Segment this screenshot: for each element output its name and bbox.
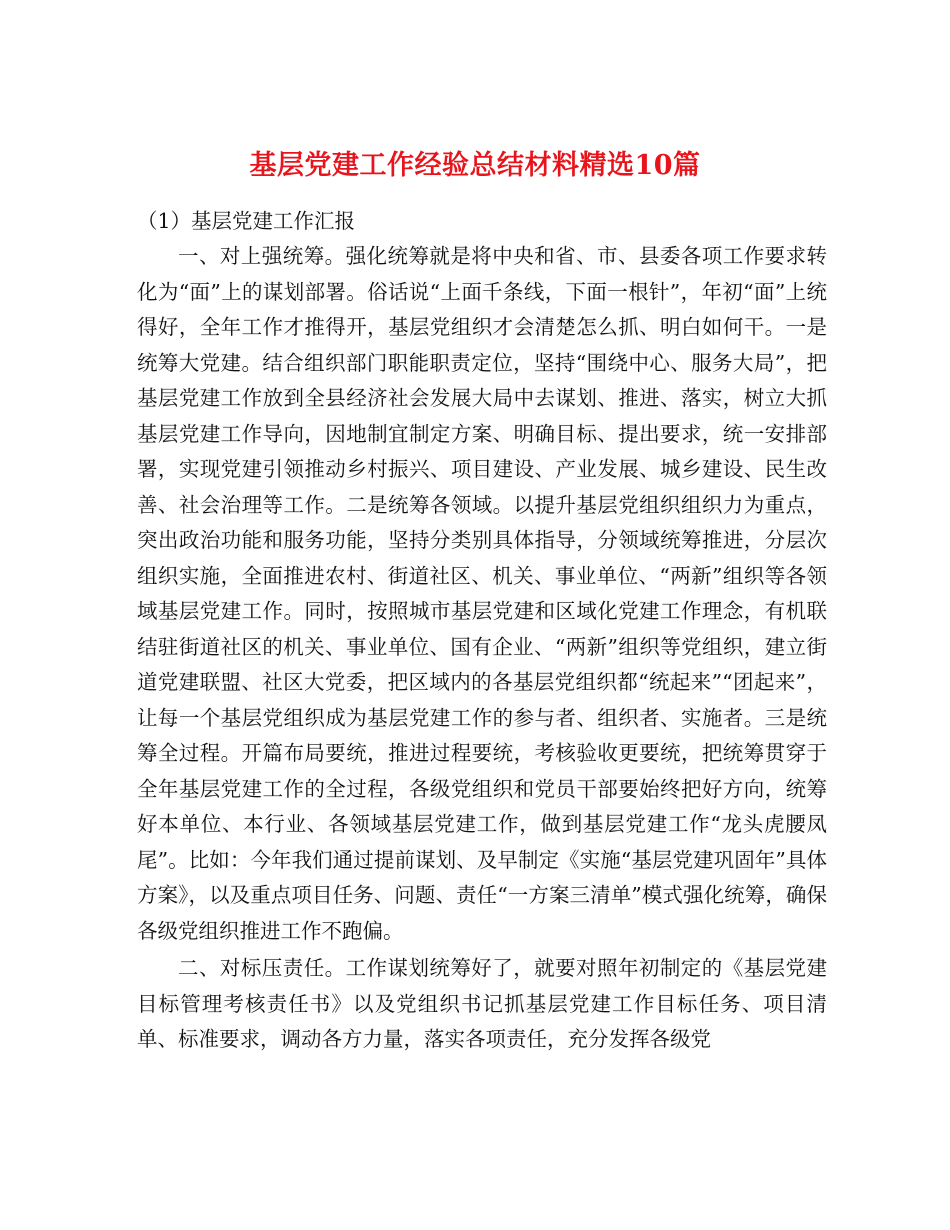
document-body bbox=[137, 204, 827, 1058]
paragraph-2: 二、对标压责任。工作谋划统筹好了，就要对照年初制定的《基层党建目标管理考核责任书》以及党组织书记抓基层党建工作目标任务、项目清单、标准要求，调动各方力量，落实各项责任，充分发挥各级党 bbox=[137, 956, 827, 1051]
document-title: 基层党建工作经验总结材料精选10篇 bbox=[249, 150, 701, 182]
paragraph-1: 一、对上强统筹。强化统筹就是将中央和省、市、县委各项工作要求转化为“面”上的谋划部署。俗话说“上面千条线，下面一根针”，年初“面”上统得好，全年工作才推得开，基层党组织才会清楚怎么抓、明白如何干。一是统筹大党建。结合组织部门职能职责定位，坚持“围绕中心、服务大局”，把基层党建工作放到全县经济社会发展大局中去谋划、推进、落实，树立大抓基层党建工作导向，因地制宜制定方案、明确目标、提出要求，统一安排部署，实现党建引领推动乡村振兴、项目建设、产业发展、城乡建设、民生改善、社会治理等工作。二是统筹各领域。以提升基层党组织组织力为重点，突出政治功能和服务功能，坚持分类别具体指导，分领域统筹推进，分层次组织实施，全面推进农村、街道社区、机关、事业单位、“两新”组织等各领域基层党建工作。同时，按照城市基层党建和区域化党建工作理念，有机联结驻街道社区的机关、事业单位、国有企业、“两新”组织等党组织，建立街道党建联盟、社区大党委，把区域内的各基层党组织都“统起来”“团起来”，让每一个基层党组织成为基层党建工作的参与者、组织者、实施者。三是统筹全过程。开篇布局要统，推进过程要统，考核验收更要统，把统筹贯穿于全年基层党建工作的全过程，各级党组织和党员干部要始终把好方向，统筹好本单位、本行业、各领域基层党建工作，做到基层党建工作“龙头虎腰凤尾”。比如：今年我们通过提前谋划、及早制定《实施“基层党建巩固年”具体方案》，以及重点项目任务、问题、责任“一方案三清单”模式强化统筹，确保各级党组织推进工作不跑偏。 bbox=[137, 244, 827, 943]
section-heading: （1）基层党建工作汇报 bbox=[137, 209, 356, 233]
